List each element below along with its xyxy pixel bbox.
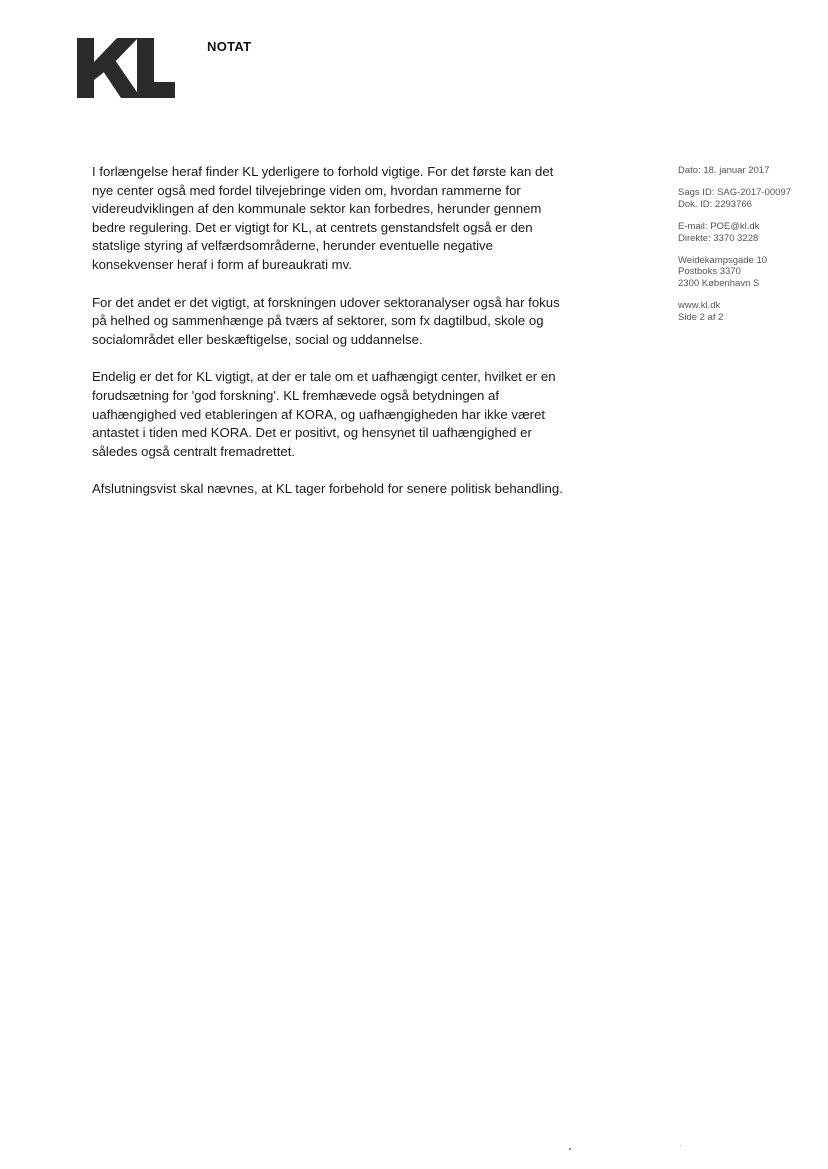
scan-speck (680, 1145, 681, 1146)
address-line: Postboks 3370 (678, 266, 741, 278)
scan-speck (569, 1148, 571, 1150)
page-number: Side 2 af 2 (678, 311, 724, 323)
kl-logo (77, 38, 175, 98)
document-metadata (678, 165, 818, 334)
address-line: Weidekampsgade 10 (678, 255, 768, 267)
website-field: www.kl.dk (678, 300, 721, 312)
body-paragraph: I forlængelse heraf finder KL yderligere to forhold vigtige. For det første kan det nye center også med fordel tilvejebringe viden om, hvordan rammerne for videreudviklingen af den kommunale sektor kan forbedres, herunder gennem bedre regulering. Det er vigtigt for KL, at centrets genstandsfelt også er den statslige styring af velfærdsområderne, herunder eventuelle negative konsekvenser heraf i form af bureaukrati mv. (92, 164, 554, 272)
email-field: E-mail: POE@kl.dk (678, 221, 760, 233)
document-type-label: NOTAT (207, 39, 252, 54)
body-paragraph: Endelig er det for KL vigtigt, at der er tale om et uafhængigt center, hvilket er en forudsætning for 'god forskning'. KL fremhævede også betydningen af uafhængighed ved etableringen af KORA, og uafhængigheden har ikke været antastet i tiden med KORA. Det er positivt, og hensynet til uafhængighed er således også centralt fremadrettet. (92, 369, 556, 459)
direct-phone-field: Direkte: 3370 3228 (678, 232, 759, 244)
date-field: Dato: 18. januar 2017 (678, 165, 770, 176)
body-paragraph: For det andet er det vigtigt, at forskningen udover sektoranalyser også har fokus på helhed og sammenhænge på tværs af sektorer, som fx dagtilbud, skole og socialområdet eller beskæftigelse, social og uddannelse. (92, 294, 560, 347)
document-id-field: Dok. ID: 2293766 (678, 198, 752, 210)
letter-body (92, 163, 572, 518)
body-paragraph: Afslutningsvist skal nævnes, at KL tager forbehold for senere politisk behandling. (92, 481, 563, 497)
case-id-field: Sags ID: SAG-2017-00097 (678, 187, 792, 199)
address-line: 2300 København S (678, 277, 760, 289)
